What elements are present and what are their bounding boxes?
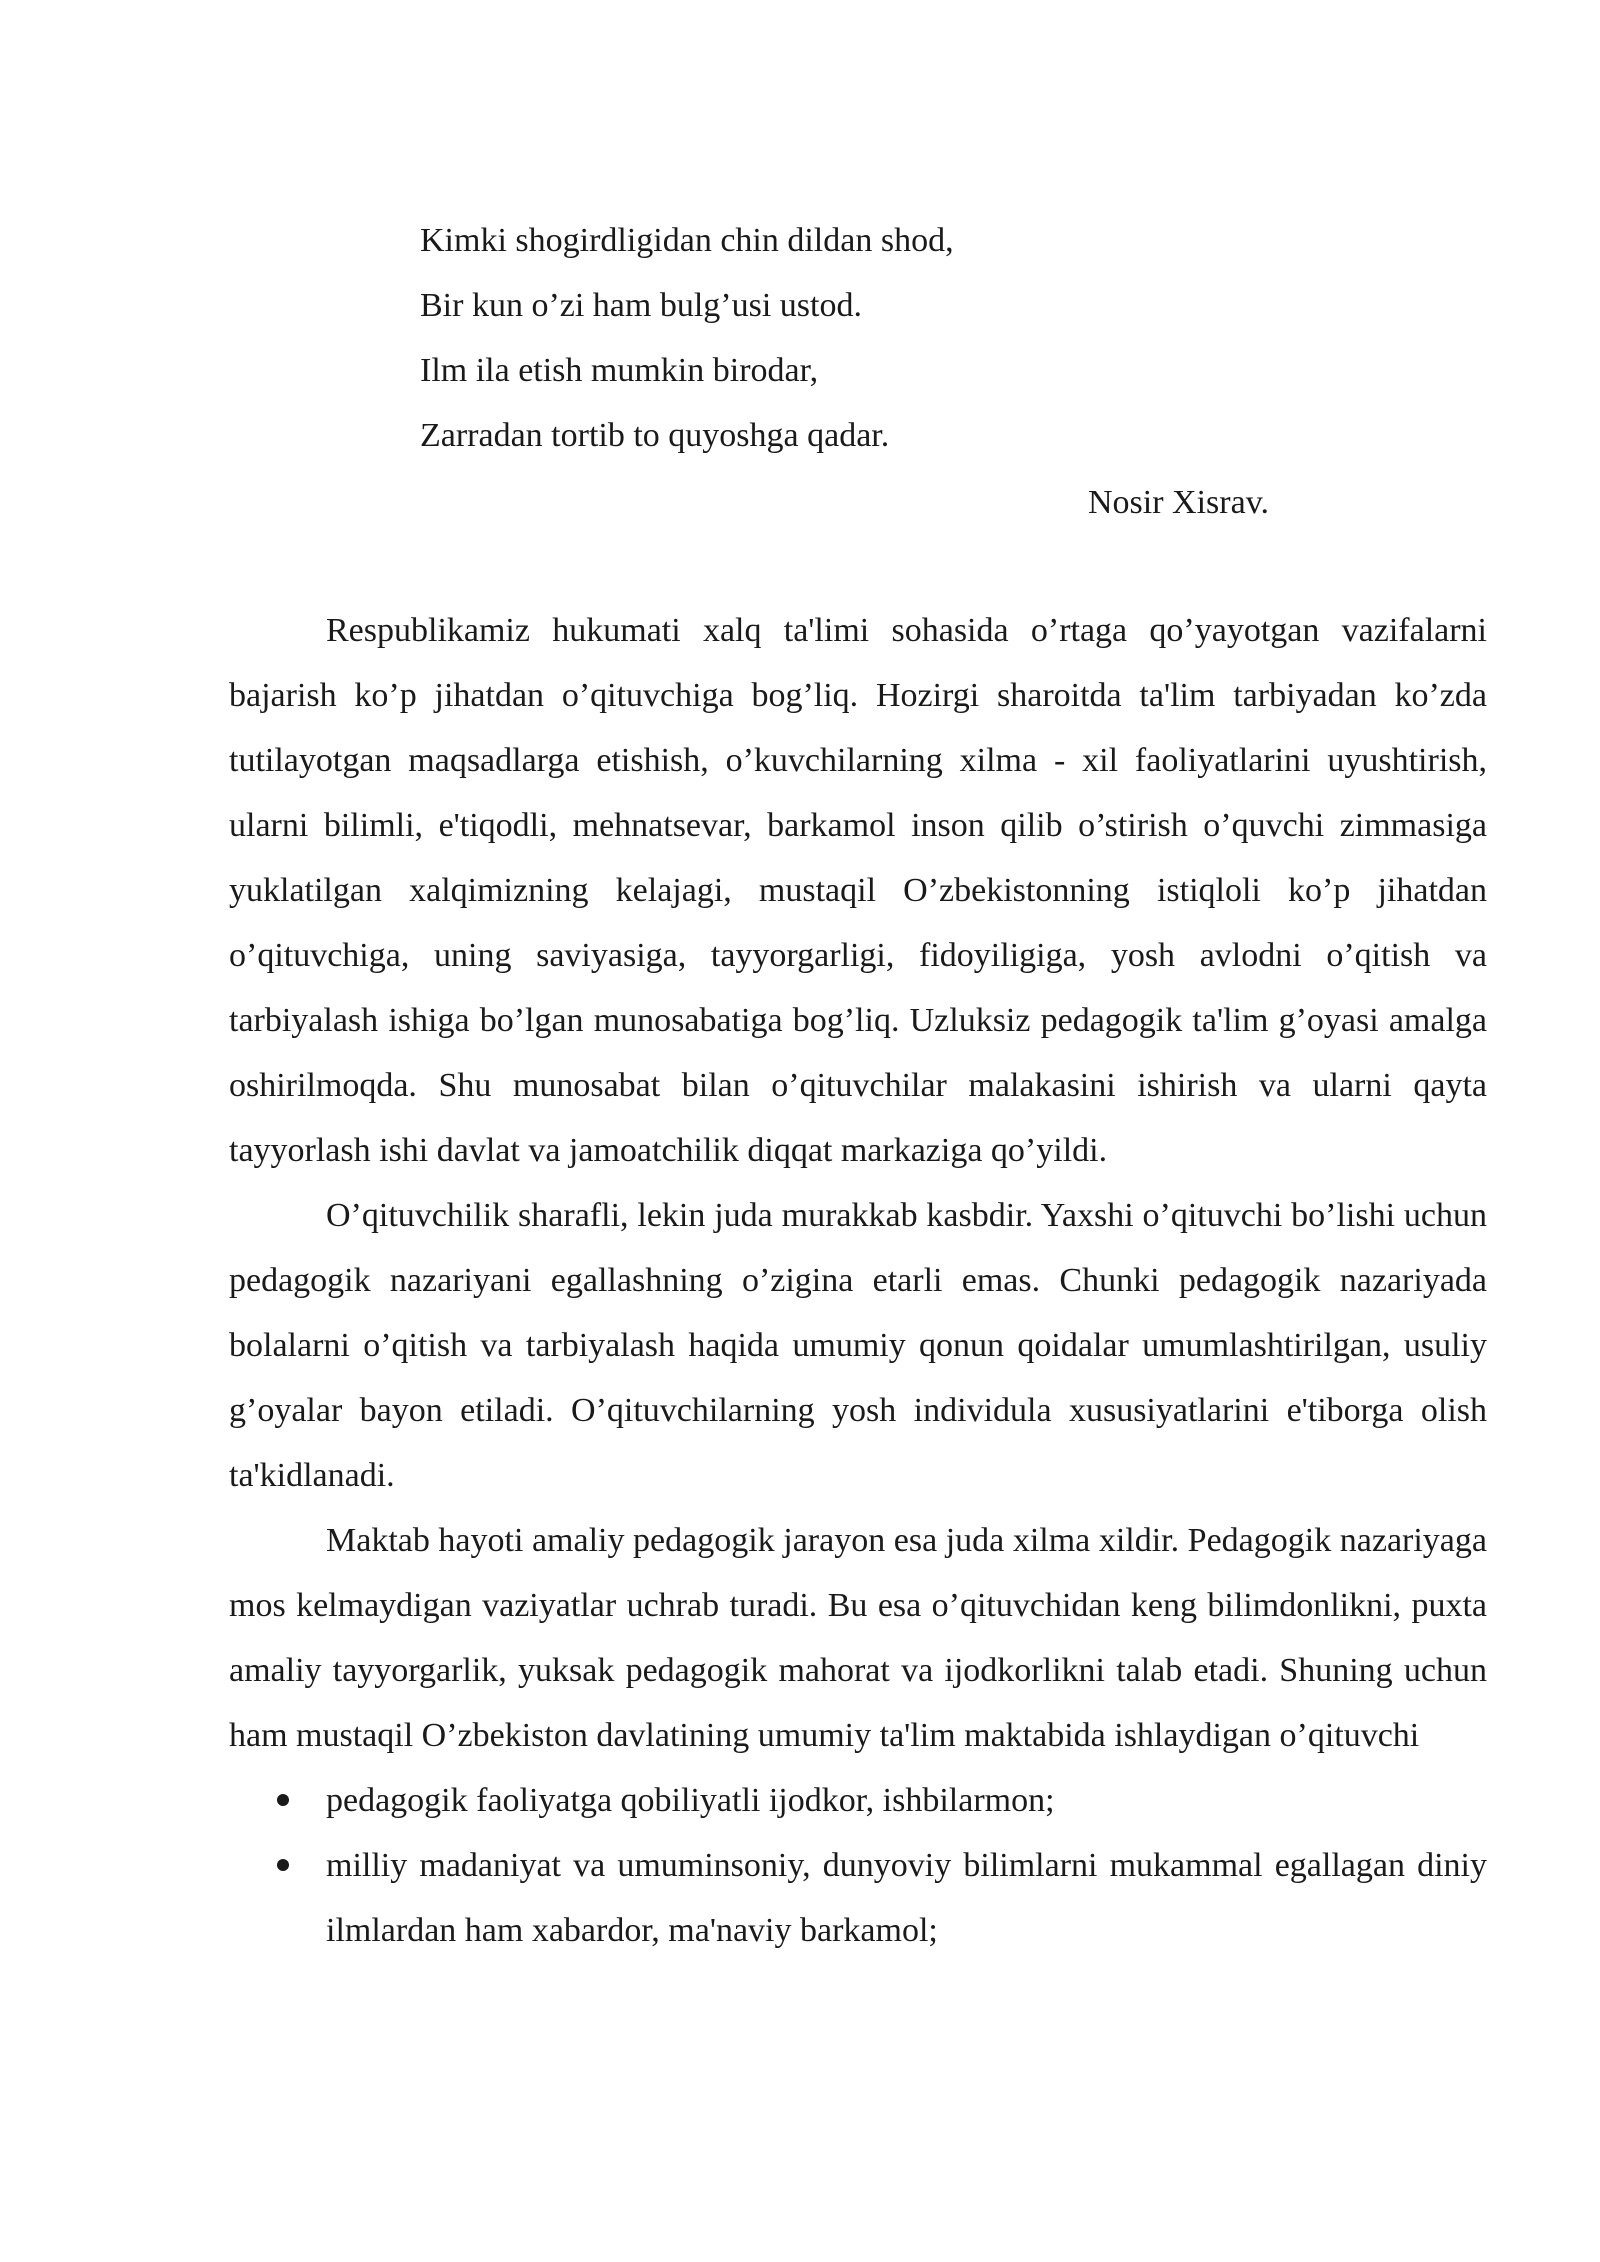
poem-line: Zarradan tortib to quyoshga qadar. [420,417,890,454]
body-text [229,598,1487,1963]
bullet-icon [277,1794,289,1806]
list-item-text: milliy madaniyat va umuminsoniy, dunyoviy bilimlarni mukammal egallagan diniy ilmlardan ham xabardor, ma'naviy barkamol; [326,1847,1487,1949]
list-item [229,1833,1487,1963]
epigraph-poem [420,208,1320,468]
poem-line: Kimki shogirdligidan chin dildan shod, [420,222,954,259]
paragraph: Respublikamiz hukumati xalq ta'limi sohasida o’rtaga qo’yayotgan vazifalarni bajarish ko’p jihatdan o’qituvchiga bog’liq. Hozirgi sharoitda ta'lim tarbiyadan ko’zda tutilayotgan maqsadlarga etishish, o’kuvchilarning xilma - xil faoliyatlarini uyushtirish, ularni bilimli, e'tiqodli, mehnatsevar, barkamol inson qilib o’stirish o’quvchi zimmasiga yuklatilgan xalqimizning kelajagi, mustaqil O’zbekistonning istiqloli ko’p jihatdan o’qituvchiga, uning saviyasiga, tayyorgarligi, fidoyiligiga, yosh avlodni o’qitish va tarbiyalash ishiga bo’lgan munosabatiga bog’liq. Uzluksiz pedagogik ta'lim g’oyasi amalga oshirilmoqda. Shu munosabat bilan o’qituvchilar malakasini ishirish va ularni qayta tayyorlash ishi davlat va jamoatchilik diqqat markaziga qo’yildi. [229,612,1487,1169]
poem-line: Ilm ila etish mumkin birodar, [420,352,819,389]
paragraph: O’qituvchilik sharafli, lekin juda murakkab kasbdir. Yaxshi o’qituvchi bo’lishi uchun pedagogik nazariyani egallashning o’zigina etarli emas. Chunki pedagogik nazariyada bolalarni o’qitish va tarbiyalash haqida umumiy qonun qoidalar umumlashtirilgan, usuliy g’oyalar bayon etiladi. O’qituvchilarning yosh individula xususiyatlarini e'tiborga olish ta'kidlanadi. [229,1197,1487,1494]
poem-author: Nosir Xisrav. [1088,484,1269,521]
paragraph: Maktab hayoti amaliy pedagogik jarayon esa juda xilma xildir. Pedagogik nazariyaga mos kelmaydigan vaziyatlar uchrab turadi. Bu esa o’qituvchidan keng bilimdonlikni, puxta amaliy tayyorgarlik, yuksak pedagogik mahorat va ijodkorlikni talab etadi. Shuning uchun ham mustaqil O’zbekiston davlatining umumiy ta'lim maktabida ishlaydigan o’qituvchi [229,1522,1487,1754]
poem-line: Bir kun o’zi ham bulg’usi ustod. [420,287,862,324]
bullet-list [229,1768,1487,1963]
list-item [229,1768,1487,1833]
bullet-icon [277,1859,289,1871]
list-item-text: pedagogik faoliyatga qobiliyatli ijodkor, ishbilarmon; [326,1782,1055,1819]
